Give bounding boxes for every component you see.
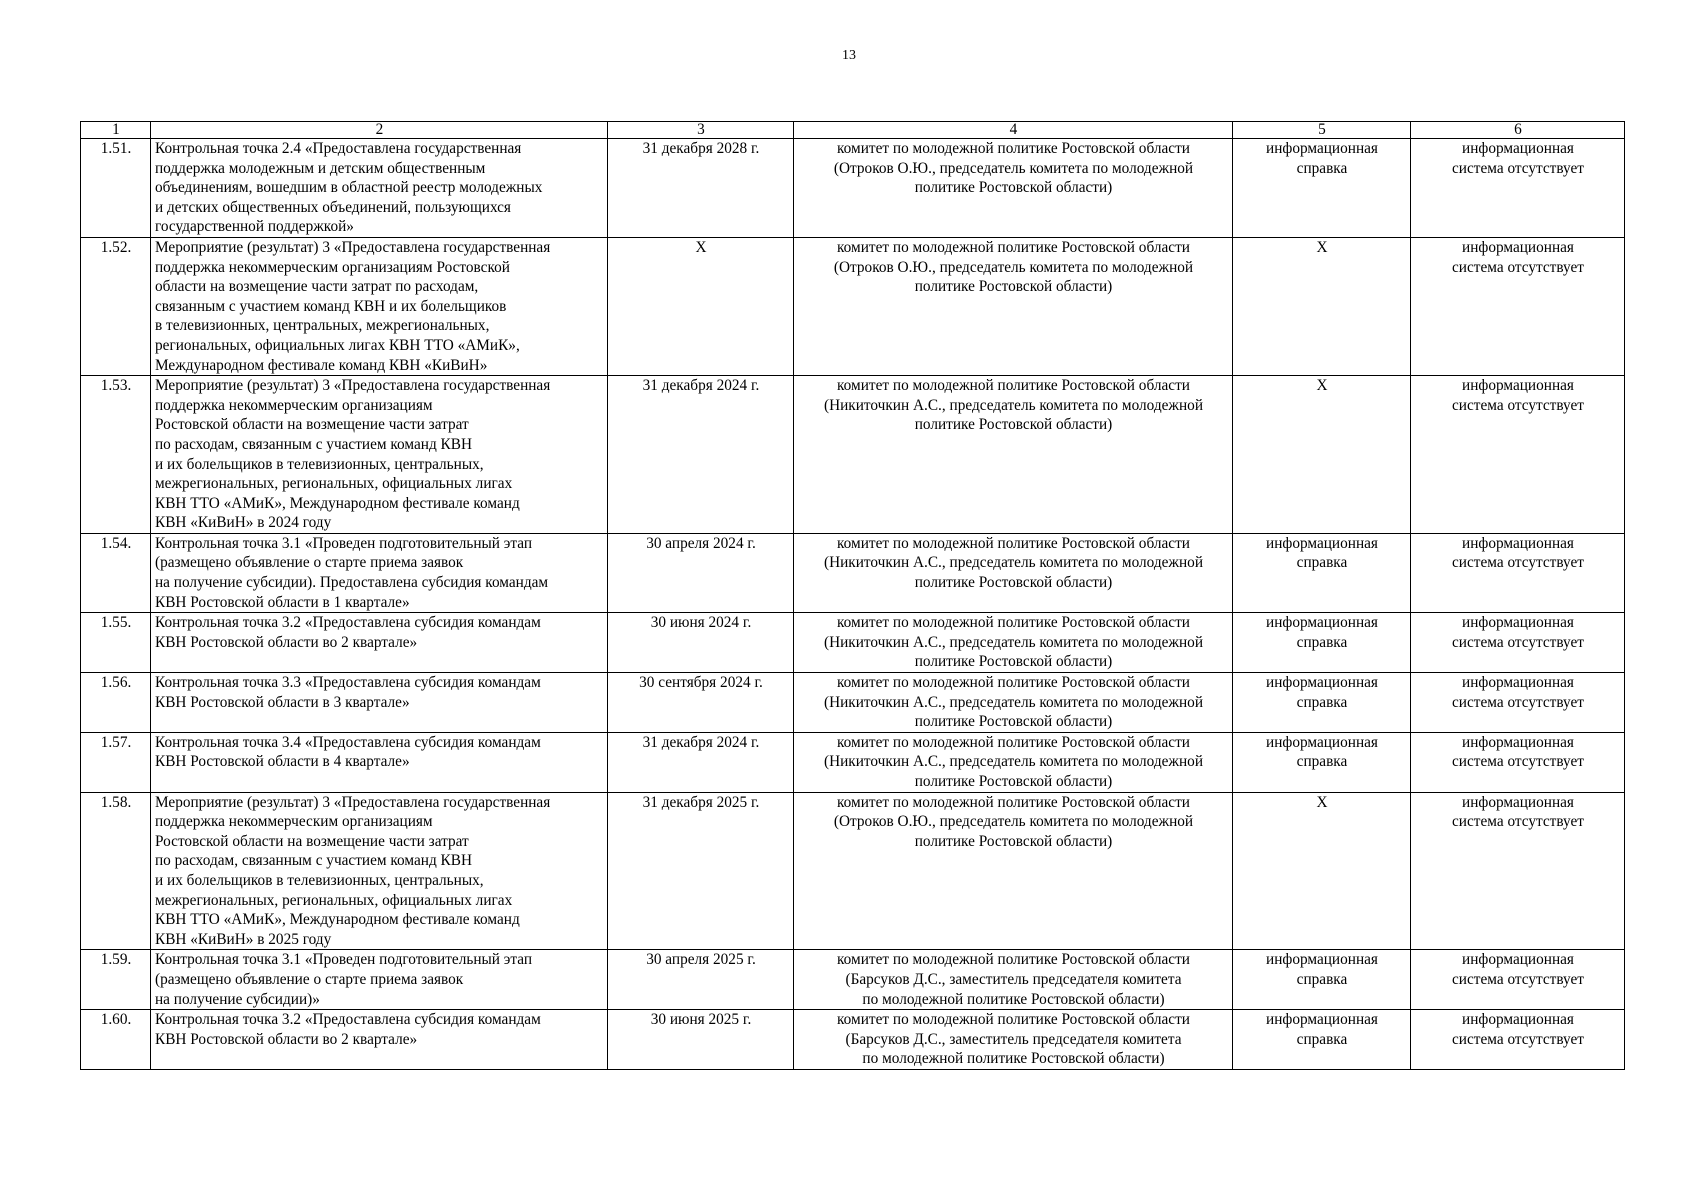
row-number: 1.52. — [81, 237, 151, 375]
column-number-2: 2 — [151, 122, 608, 139]
item-name: Контрольная точка 3.1 «Проведен подготовительный этап (размещено объявление о старте приема заявок на получение субсидии). Предоставлена субсидия командам КВН Ростовской области в 1 квартале» — [151, 533, 608, 612]
responsible-party: комитет по молодежной политике Ростовской области (Никиточкин А.С., председатель комитета по молодежной политике Ростовской области) — [794, 613, 1233, 673]
confirming-document: информационная справка — [1233, 950, 1411, 1010]
control-points-table — [80, 121, 1625, 1070]
information-system: информационная система отсутствует — [1411, 950, 1625, 1010]
responsible-party: комитет по молодежной политике Ростовской области (Барсуков Д.С., заместитель председателя комитета по молодежной политике Ростовской области) — [794, 950, 1233, 1010]
responsible-party: комитет по молодежной политике Ростовской области (Никиточкин А.С., председатель комитета по молодежной политике Ростовской области) — [794, 732, 1233, 792]
confirming-document: Х — [1233, 237, 1411, 375]
table-row — [81, 950, 1625, 1010]
row-number: 1.55. — [81, 613, 151, 673]
table-row — [81, 533, 1625, 612]
column-number-6: 6 — [1411, 122, 1625, 139]
information-system: информационная система отсутствует — [1411, 613, 1625, 673]
information-system: информационная система отсутствует — [1411, 139, 1625, 238]
information-system: информационная система отсутствует — [1411, 533, 1625, 612]
item-name: Контрольная точка 3.1 «Проведен подготовительный этап (размещено объявление о старте приема заявок на получение субсидии)» — [151, 950, 608, 1010]
information-system: информационная система отсутствует — [1411, 673, 1625, 733]
table-row — [81, 732, 1625, 792]
information-system: информационная система отсутствует — [1411, 732, 1625, 792]
information-system: информационная система отсутствует — [1411, 1010, 1625, 1070]
responsible-party: комитет по молодежной политике Ростовской области (Отроков О.Ю., председатель комитета по молодежной политике Ростовской области) — [794, 139, 1233, 238]
row-number: 1.54. — [81, 533, 151, 612]
due-date: 30 апреля 2025 г. — [608, 950, 794, 1010]
row-number: 1.60. — [81, 1010, 151, 1070]
confirming-document: информационная справка — [1233, 1010, 1411, 1070]
table-row — [81, 237, 1625, 375]
row-number: 1.59. — [81, 950, 151, 1010]
due-date: 31 декабря 2025 г. — [608, 792, 794, 950]
table-row — [81, 139, 1625, 238]
responsible-party: комитет по молодежной политике Ростовской области (Отроков О.Ю., председатель комитета по молодежной политике Ростовской области) — [794, 792, 1233, 950]
item-name: Мероприятие (результат) 3 «Предоставлена государственная поддержка некоммерческим организациям Ростовской области на возмещение части затрат по расходам, связанным с участием команд КВН и их болельщиков в телевизионных, центральных, межрегиональных, региональных, официальных лигах КВН ТТО «АМиК», Международном фестивале команд КВН «КиВиН» — [151, 237, 608, 375]
item-name: Мероприятие (результат) 3 «Предоставлена государственная поддержка некоммерческим организациям Ростовской области на возмещение части затрат по расходам, связанным с участием команд КВН и их болельщиков в телевизионных, центральных, межрегиональных, региональных, официальных лигах КВН ТТО «АМиК», Международном фестивале команд КВН «КиВиН» в 2025 году — [151, 792, 608, 950]
information-system: информационная система отсутствует — [1411, 376, 1625, 534]
responsible-party: комитет по молодежной политике Ростовской области (Никиточкин А.С., председатель комитета по молодежной политике Ростовской области) — [794, 376, 1233, 534]
confirming-document: информационная справка — [1233, 139, 1411, 238]
table-row — [81, 1010, 1625, 1070]
confirming-document: информационная справка — [1233, 673, 1411, 733]
row-number: 1.51. — [81, 139, 151, 238]
row-number: 1.57. — [81, 732, 151, 792]
row-number: 1.56. — [81, 673, 151, 733]
due-date: 30 апреля 2024 г. — [608, 533, 794, 612]
due-date: 30 сентября 2024 г. — [608, 673, 794, 733]
column-number-1: 1 — [81, 122, 151, 139]
due-date: 31 декабря 2024 г. — [608, 376, 794, 534]
table-row — [81, 792, 1625, 950]
due-date: 30 июня 2025 г. — [608, 1010, 794, 1070]
item-name: Контрольная точка 3.2 «Предоставлена субсидия командам КВН Ростовской области во 2 квартале» — [151, 613, 608, 673]
due-date: 31 декабря 2024 г. — [608, 732, 794, 792]
responsible-party: комитет по молодежной политике Ростовской области (Никиточкин А.С., председатель комитета по молодежной политике Ростовской области) — [794, 533, 1233, 612]
column-number-5: 5 — [1233, 122, 1411, 139]
responsible-party: комитет по молодежной политике Ростовской области (Барсуков Д.С., заместитель председателя комитета по молодежной политике Ростовской области) — [794, 1010, 1233, 1070]
due-date: 30 июня 2024 г. — [608, 613, 794, 673]
confirming-document: информационная справка — [1233, 613, 1411, 673]
item-name: Контрольная точка 3.4 «Предоставлена субсидия командам КВН Ростовской области в 4 квартале» — [151, 732, 608, 792]
due-date: 31 декабря 2028 г. — [608, 139, 794, 238]
information-system: информационная система отсутствует — [1411, 237, 1625, 375]
row-number: 1.58. — [81, 792, 151, 950]
column-number-4: 4 — [794, 122, 1233, 139]
item-name: Контрольная точка 3.2 «Предоставлена субсидия командам КВН Ростовской области во 2 квартале» — [151, 1010, 608, 1070]
confirming-document: Х — [1233, 376, 1411, 534]
responsible-party: комитет по молодежной политике Ростовской области (Никиточкин А.С., председатель комитета по молодежной политике Ростовской области) — [794, 673, 1233, 733]
column-number-3: 3 — [608, 122, 794, 139]
information-system: информационная система отсутствует — [1411, 792, 1625, 950]
item-name: Мероприятие (результат) 3 «Предоставлена государственная поддержка некоммерческим организациям Ростовской области на возмещение части затрат по расходам, связанным с участием команд КВН и их болельщиков в телевизионных, центральных, межрегиональных, региональных, официальных лигах КВН ТТО «АМиК», Международном фестивале команд КВН «КиВиН» в 2024 году — [151, 376, 608, 534]
confirming-document: информационная справка — [1233, 533, 1411, 612]
confirming-document: информационная справка — [1233, 732, 1411, 792]
row-number: 1.53. — [81, 376, 151, 534]
item-name: Контрольная точка 2.4 «Предоставлена государственная поддержка молодежным и детским общественным объединениям, вошедшим в областной реестр молодежных и детских общественных объединений, пользующихся государственной поддержкой» — [151, 139, 608, 238]
due-date: Х — [608, 237, 794, 375]
table-row — [81, 376, 1625, 534]
table-row — [81, 673, 1625, 733]
item-name: Контрольная точка 3.3 «Предоставлена субсидия командам КВН Ростовской области в 3 квартале» — [151, 673, 608, 733]
confirming-document: Х — [1233, 792, 1411, 950]
page-number: 13 — [842, 48, 856, 63]
table-header-row — [81, 122, 1625, 139]
responsible-party: комитет по молодежной политике Ростовской области (Отроков О.Ю., председатель комитета по молодежной политике Ростовской области) — [794, 237, 1233, 375]
table-row — [81, 613, 1625, 673]
